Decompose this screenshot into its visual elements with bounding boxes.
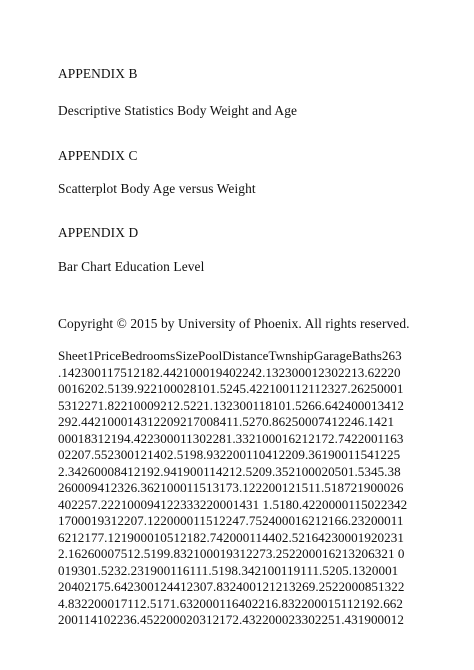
data-line: 00018312194.422300011302281.332100016212172.7422001163: [58, 430, 404, 446]
appendix-d-heading: APPENDIX D: [58, 225, 139, 240]
appendix-c-title: Scatterplot Body Age versus Weight: [58, 181, 256, 196]
data-line: Sheet1PriceBedroomsSizePoolDistanceTwnshipGarageBaths263: [58, 348, 402, 363]
data-line: 402257.222100094122333220001431 1.5180.4220000115022342: [58, 496, 408, 512]
data-line: 4.832200017112.5171.632000116402216.832200015112192.662: [58, 595, 404, 611]
data-line: 2.16260007512.5199.832100019312273.252200016213206321 0: [58, 546, 405, 561]
data-line: 6212177.121900010512182.742000114402.52164230001920231: [58, 529, 404, 545]
appendix-b-heading: APPENDIX B: [58, 66, 138, 81]
data-line: 292.442100014312209217008411.5270.86250007412246.1421: [58, 414, 395, 429]
data-line: 200114102236.452200020312172.432200023302251.431900012: [58, 612, 404, 627]
copyright-notice: Copyright © 2015 by University of Phoenix. All rights reserved.: [58, 316, 410, 331]
data-line: 2.34260008412192.941900114212.5209.352100020501.5345.38: [58, 463, 401, 479]
data-line: 0016202.5139.922100028101.5245.422100112112327.26250001: [58, 381, 404, 396]
data-line: 019301.5232.231900116111.5198.342100119111.5205.1320001: [58, 562, 399, 578]
appendix-c-heading: APPENDIX C: [58, 148, 138, 163]
data-line: 1700019312207.122000011512247.752400016212166.23200011: [58, 513, 404, 528]
appendix-d-title: Bar Chart Education Level: [58, 259, 205, 274]
data-line: 5312271.82210009212.5221.132300118101.5266.642400013412: [58, 397, 404, 413]
data-line: 20402175.642300124412307.832400121213269.2522000851322: [58, 579, 405, 594]
data-line: 260009412326.362100011513173.122200121511.518721900026: [58, 480, 404, 495]
data-line: 02207.552300121402.5198.932200110412209.36190011541225: [58, 447, 401, 462]
data-line: .142300117512182.442100019402242.132300012302213.62220: [58, 364, 401, 380]
appendix-b-title: Descriptive Statistics Body Weight and Age: [58, 103, 298, 118]
